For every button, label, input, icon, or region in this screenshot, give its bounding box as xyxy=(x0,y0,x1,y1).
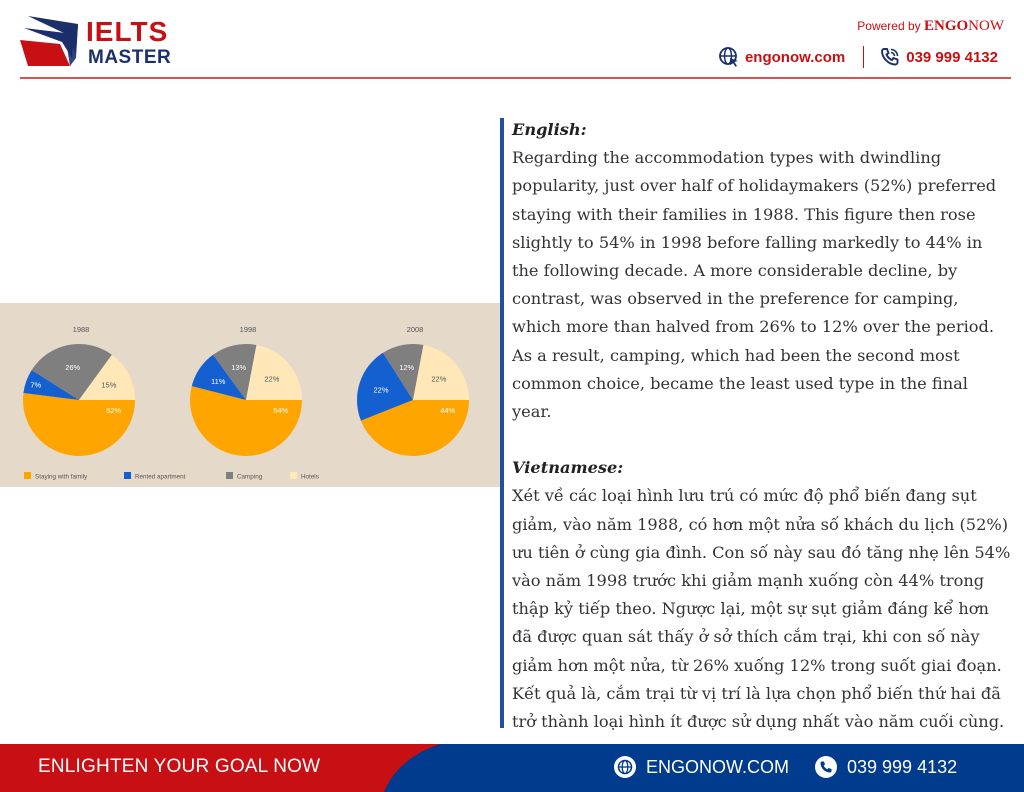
pie-chart-2008 xyxy=(357,325,469,456)
header-contact xyxy=(719,46,998,68)
legend-item xyxy=(290,472,319,481)
pie-label: 11% xyxy=(210,377,226,387)
footer-contact xyxy=(614,756,957,778)
pie-label: 7% xyxy=(30,380,42,390)
pie-charts-figure xyxy=(0,303,501,487)
legend-swatch xyxy=(24,472,31,479)
pie-label: 15% xyxy=(101,380,117,390)
legend-item xyxy=(124,472,186,481)
footer-website-text: ENGONOW.COM xyxy=(646,756,789,777)
legend-label: Staying with family xyxy=(35,473,88,481)
page-header xyxy=(0,0,1024,80)
pie-chart-1998 xyxy=(190,325,302,456)
header-website-link[interactable] xyxy=(719,47,845,67)
globe-cursor-icon xyxy=(719,47,739,67)
legend-swatch xyxy=(124,472,131,479)
footer-phone-link[interactable] xyxy=(815,756,957,778)
vietnamese-paragraph: Xét về các loại hình lưu trú có mức độ phổ biến đang sụt giảm, vào năm 1988, có hơn một nửa số khách du lịch (52%) ưu tiên ở cùng gia đình. Con số này sau đó tăng nhẹ lên 54% vào năm 1998 trước khi giảm mạnh xuống còn 44% trong thập kỷ tiếp theo. Ngược lại, một sự sụt giảm đáng kể hơn đã được quan sát thấy ở sở thích cắm trại, khi con số này giảm hơn một nửa, từ 26% xuống 12% trong suốt giai đoạn. Kết quả là, cắm trại từ vị trí là lựa chọn phổ biến thứ hai đã trở thành loại hình ít được sử dụng nhất vào năm cuối cùng. xyxy=(512,486,1011,732)
footer-phone-text: 039 999 4132 xyxy=(847,756,958,777)
footer-website-link[interactable] xyxy=(614,756,789,778)
logo-ielts-text: IELTS xyxy=(86,16,169,47)
pie-chart-1988 xyxy=(23,325,135,456)
vietnamese-label: Vietnamese: xyxy=(512,458,624,478)
powered-prefix: Powered by xyxy=(857,19,921,33)
pie-title: 1998 xyxy=(239,325,257,334)
english-paragraph: Regarding the accommodation types with dwindling popularity, just over half of holidaymakers (52%) preferred staying with their families in 1988. This figure then rose slightly to 54% in 1998 before falling markedly to 44% in the following decade. A more considerable decline, by contrast, was observed in the preference for camping, which more than halved from 26% to 12% over the period. As a result, camping, which had been the second most common choice, became the least used type in the final year. xyxy=(512,148,997,422)
powered-brand-light: NOW xyxy=(968,18,1004,34)
english-label: English: xyxy=(512,120,587,139)
pie-charts-svg xyxy=(0,303,501,487)
footer-slogan: ENLIGHTEN YOUR GOAL NOW xyxy=(38,756,321,777)
legend-label: Hotels xyxy=(301,473,319,481)
header-divider xyxy=(863,46,864,68)
pie-label: 52% xyxy=(106,406,122,415)
book-logo-icon xyxy=(20,14,84,68)
pie-label: 22% xyxy=(373,385,389,395)
pie-title: 1988 xyxy=(72,325,90,334)
pie-label: 26% xyxy=(65,363,81,372)
phone-icon xyxy=(815,756,837,778)
pie-label: 44% xyxy=(440,406,456,415)
essay-text xyxy=(512,116,1012,736)
pie-label: 22% xyxy=(431,374,447,384)
chart-legend xyxy=(24,472,319,481)
header-phone-text: 039 999 4132 xyxy=(906,48,998,66)
legend-item xyxy=(24,472,88,481)
ielts-master-logo[interactable] xyxy=(20,14,190,70)
legend-swatch xyxy=(226,472,233,479)
logo-master-text: MASTER xyxy=(88,47,172,68)
legend-label: Camping xyxy=(237,473,263,481)
pie-label: 54% xyxy=(273,406,289,415)
pie-title: 2008 xyxy=(406,325,424,334)
header-website-text: engonow.com xyxy=(744,48,846,66)
legend-label: Rented apartment xyxy=(135,473,186,481)
legend-item xyxy=(226,472,263,481)
pie-label: 12% xyxy=(399,363,415,372)
page-footer xyxy=(0,744,1024,792)
phone-ring-icon xyxy=(880,47,900,67)
powered-brand-bold: ENGO xyxy=(923,18,969,34)
globe-icon xyxy=(614,756,636,778)
powered-by xyxy=(857,18,1004,35)
header-phone-link[interactable] xyxy=(880,47,998,67)
pie-label: 22% xyxy=(264,374,280,384)
accent-bar xyxy=(500,118,504,728)
pie-slice-staying-with-family xyxy=(23,393,135,456)
pie-label: 13% xyxy=(231,363,247,373)
header-divider-line xyxy=(20,77,1011,79)
legend-swatch xyxy=(290,472,297,479)
